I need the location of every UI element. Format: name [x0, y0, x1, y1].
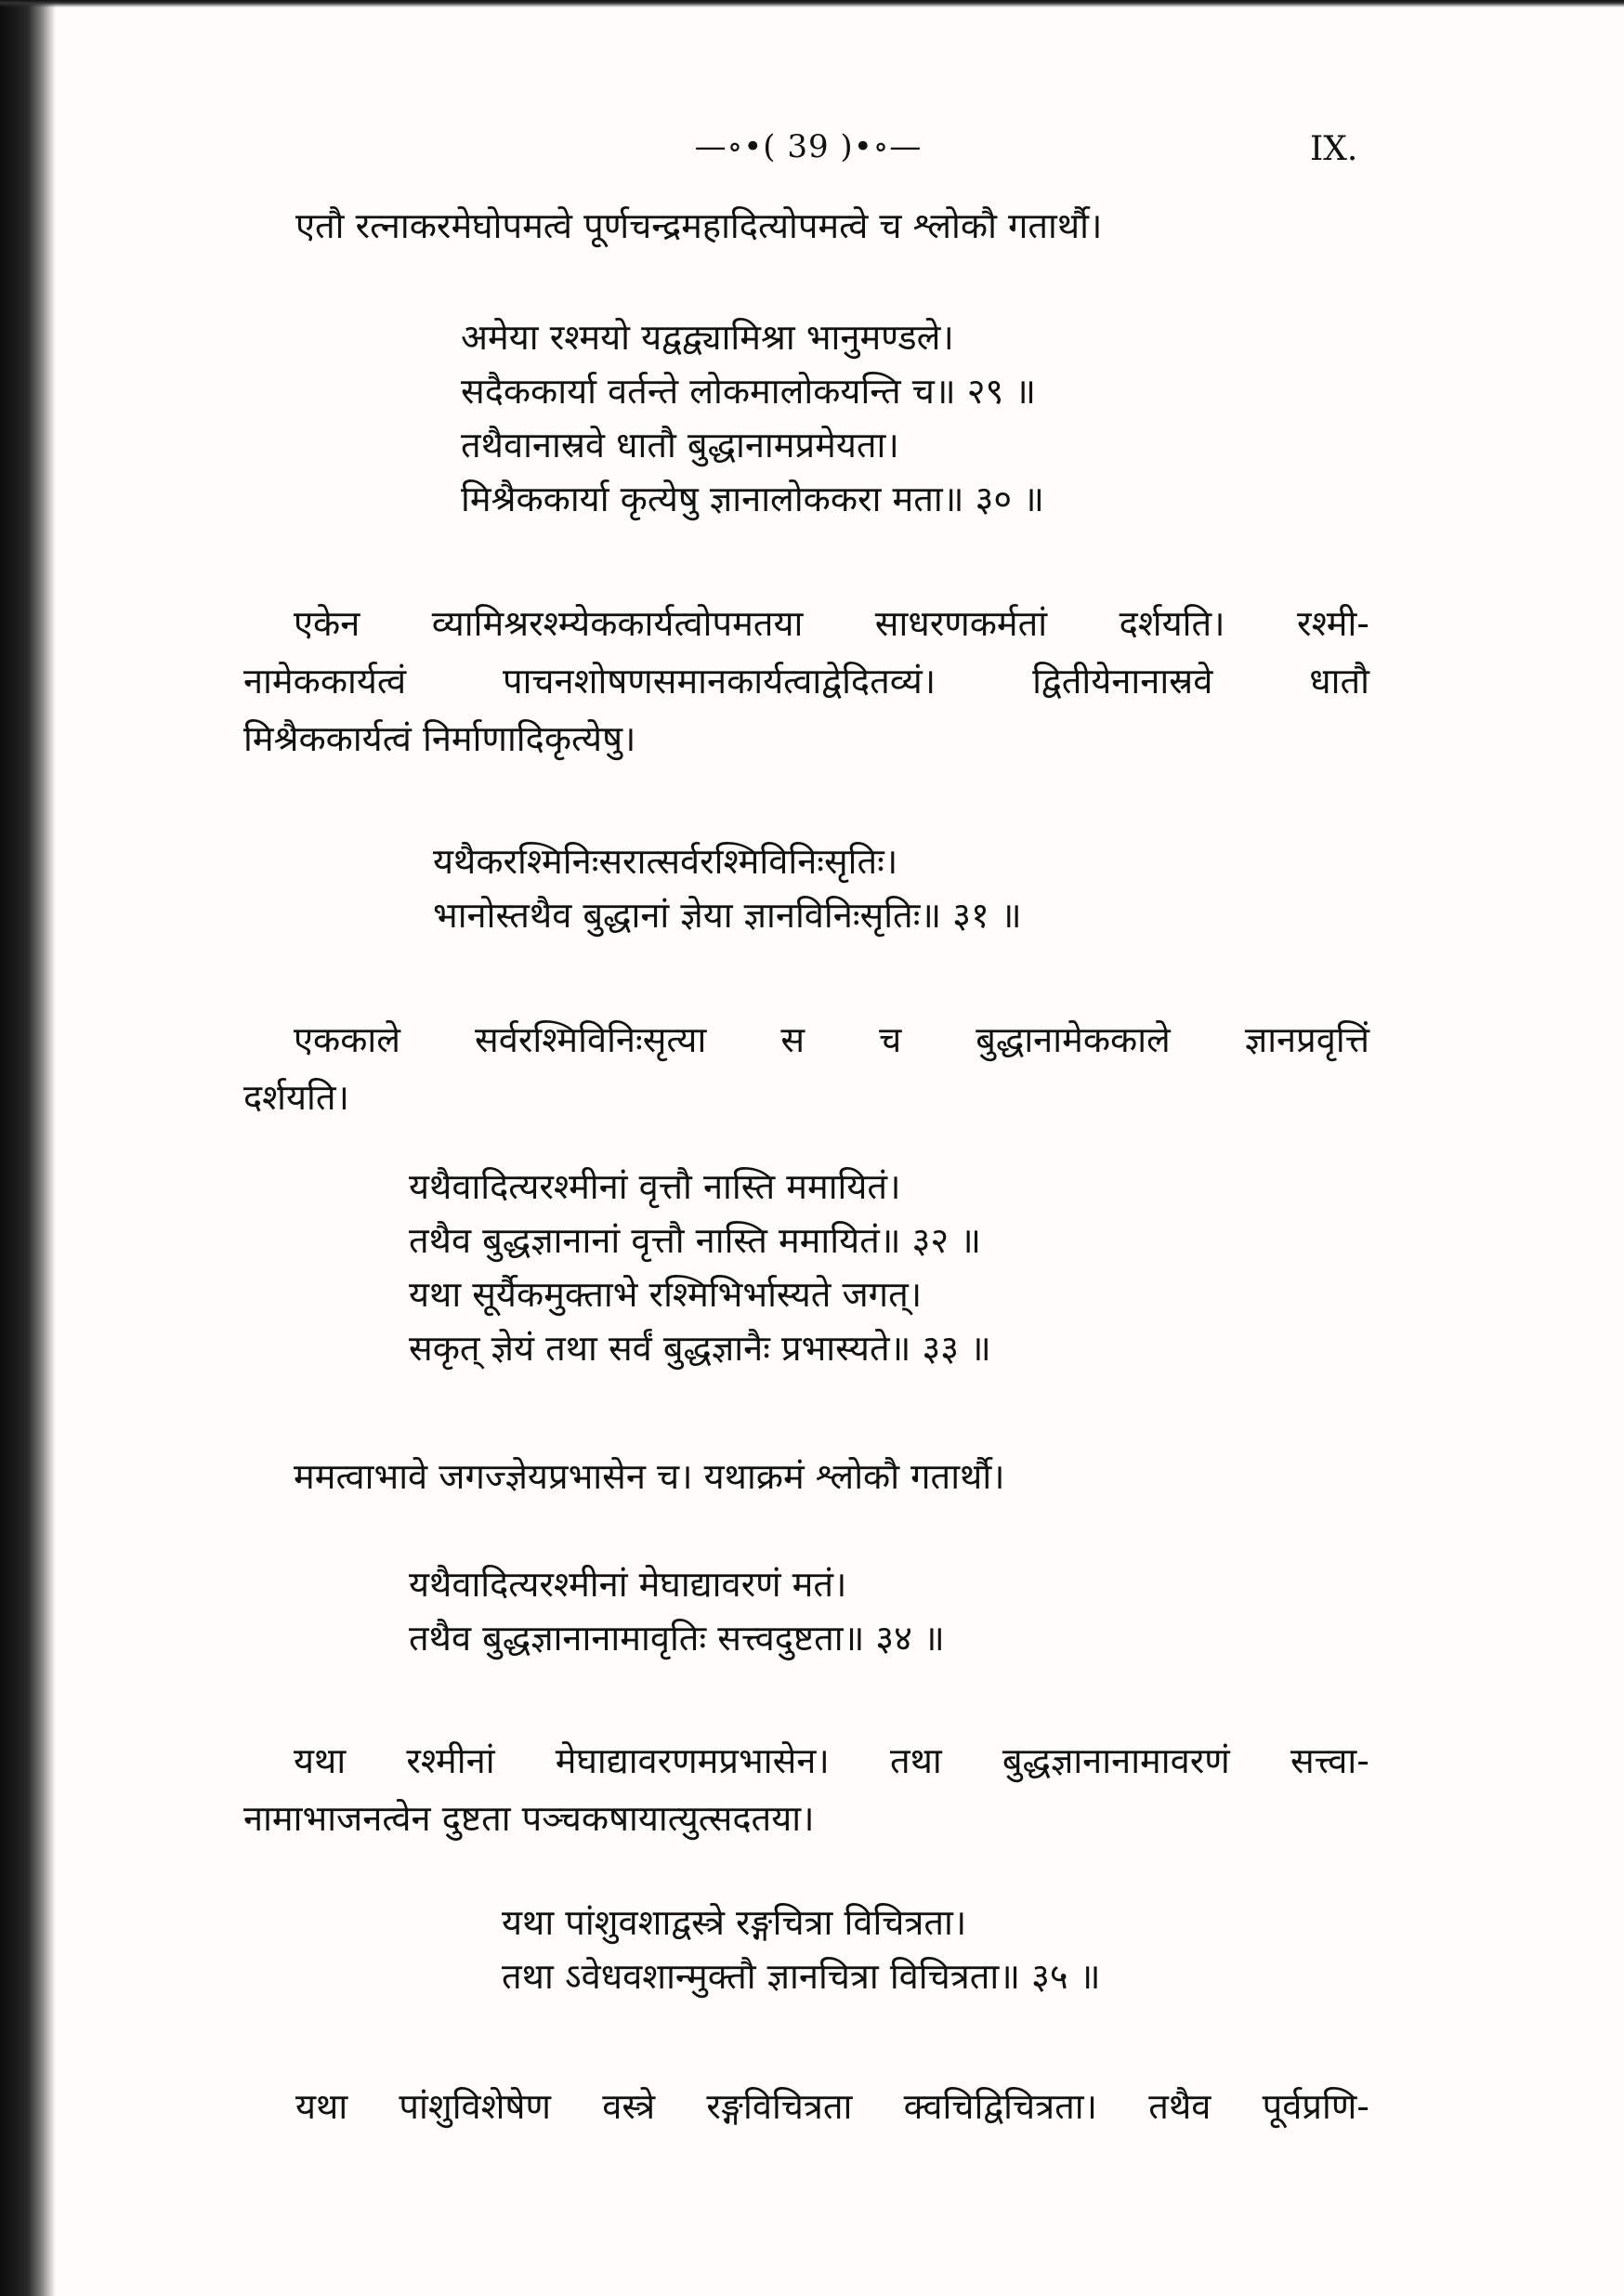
paragraph-line: नामाभाजनत्वेन दुष्टता पञ्चकषायात्युत्सदतया।	[243, 1798, 815, 1839]
paragraph-1	[243, 595, 1369, 768]
paragraph-line: यथा पांशुविशेषेण वस्त्रे रङ्गविचित्रता क्वचिद्विचित्रता। तथैव पूर्वप्रणि-	[295, 2086, 1369, 2127]
intro-line	[295, 197, 1364, 255]
top-edge	[0, 0, 1624, 7]
verse-line: यथा सूर्यैकमुक्ताभे रश्मिभिर्भास्यते जगत्।	[409, 1274, 923, 1315]
verse-line: अमेया रश्मयो यद्वद्व्यामिश्रा भानुमण्डले।	[461, 317, 954, 358]
verse-line: सदैककार्या वर्तन्ते लोकमालोकयन्ति च॥ २९ ॥	[461, 371, 1037, 412]
verse-line: यथा पांशुवशाद्वस्त्रे रङ्गचित्रा विचित्रता।	[502, 1902, 967, 1943]
paragraph-5	[295, 2078, 1369, 2135]
paragraph-line: एकेन व्यामिश्ररश्म्येककार्यत्वोपमतया साधरणकर्मतां दर्शयति। रश्मी-	[294, 603, 1369, 644]
paragraph-line: यथा रश्मीनां मेघाद्यावरणमप्रभासेन। तथा बुद्धज्ञानानामावरणं सत्त्वा-	[294, 1740, 1369, 1781]
verse-29-30	[461, 310, 1044, 526]
verse-line: सकृत् ज्ञेयं तथा सर्वं बुद्धज्ञानैः प्रभास्यते॥ ३३ ॥	[409, 1328, 991, 1369]
verse-line: यथैकरश्मिनिःसरात्सर्वरश्मिविनिःसृतिः।	[433, 841, 898, 882]
page-number: —∘•( 39 )•∘—	[694, 128, 923, 165]
paragraph-2	[243, 1011, 1369, 1126]
page-header	[0, 128, 1624, 184]
paragraph-line: ममत्वाभावे जगज्ज्ञेयप्रभासेन च। यथाक्रमं श्लोकौ गतार्थौ।	[294, 1456, 1005, 1497]
paragraph-line: नामेककार्यत्वं पाचनशोषणसमानकार्यत्वाद्वेदितव्यं। द्वितीयेनानास्रवे धातौ	[243, 661, 1369, 702]
verse-31	[433, 834, 1022, 942]
verse-line: तथैव बुद्धज्ञानानां वृत्तौ नास्ति ममायितं॥ ३२ ॥	[409, 1220, 981, 1261]
paragraph-3	[294, 1448, 1362, 1505]
signature-mark: IX.	[1310, 130, 1358, 168]
intro-line-text: एतौ रत्नाकरमेघोपमत्वे पूर्णचन्द्रमहादित्योपमत्वे च श्लोकौ गतार्थौ।	[295, 205, 1103, 246]
verse-line: भानोस्तथैव बुद्धानां ज्ञेया ज्ञानविनिःसृतिः॥ ३१ ॥	[433, 895, 1022, 936]
verse-line: यथैवादित्यरश्मीनां वृत्तौ नास्ति ममायितं।	[409, 1166, 901, 1207]
verse-line: यथैवादित्यरश्मीनां मेघाद्यावरणं मतं।	[409, 1564, 847, 1605]
verse-line: तथा ऽवेधवशान्मुक्तौ ज्ञानचित्रा विचित्रता॥ ३५ ॥	[502, 1956, 1101, 1997]
paragraph-4	[243, 1732, 1369, 1847]
verse-35	[502, 1896, 1100, 2003]
paragraph-line: एककाले सर्वरश्मिविनिःसृत्या स च बुद्धानामेककाले ज्ञानप्रवृत्तिं	[294, 1019, 1369, 1060]
verse-line: तथैवानास्रवे धातौ बुद्धानामप्रमेयता।	[461, 425, 899, 466]
paragraph-line: दर्शयति।	[243, 1077, 349, 1118]
binding-edge	[0, 0, 56, 2296]
paragraph-line: मिश्रैककार्यत्वं निर्माणादिकृत्येषु।	[243, 718, 636, 759]
verse-line: मिश्रैककार्या कृत्येषु ज्ञानालोककरा मता॥ ३० ॥	[461, 479, 1044, 519]
verse-32-33	[409, 1160, 991, 1375]
verse-line: तथैव बुद्धज्ञानानामावृतिः सत्त्वदुष्टता॥ ३४ ॥	[409, 1618, 945, 1659]
verse-34	[409, 1557, 945, 1665]
